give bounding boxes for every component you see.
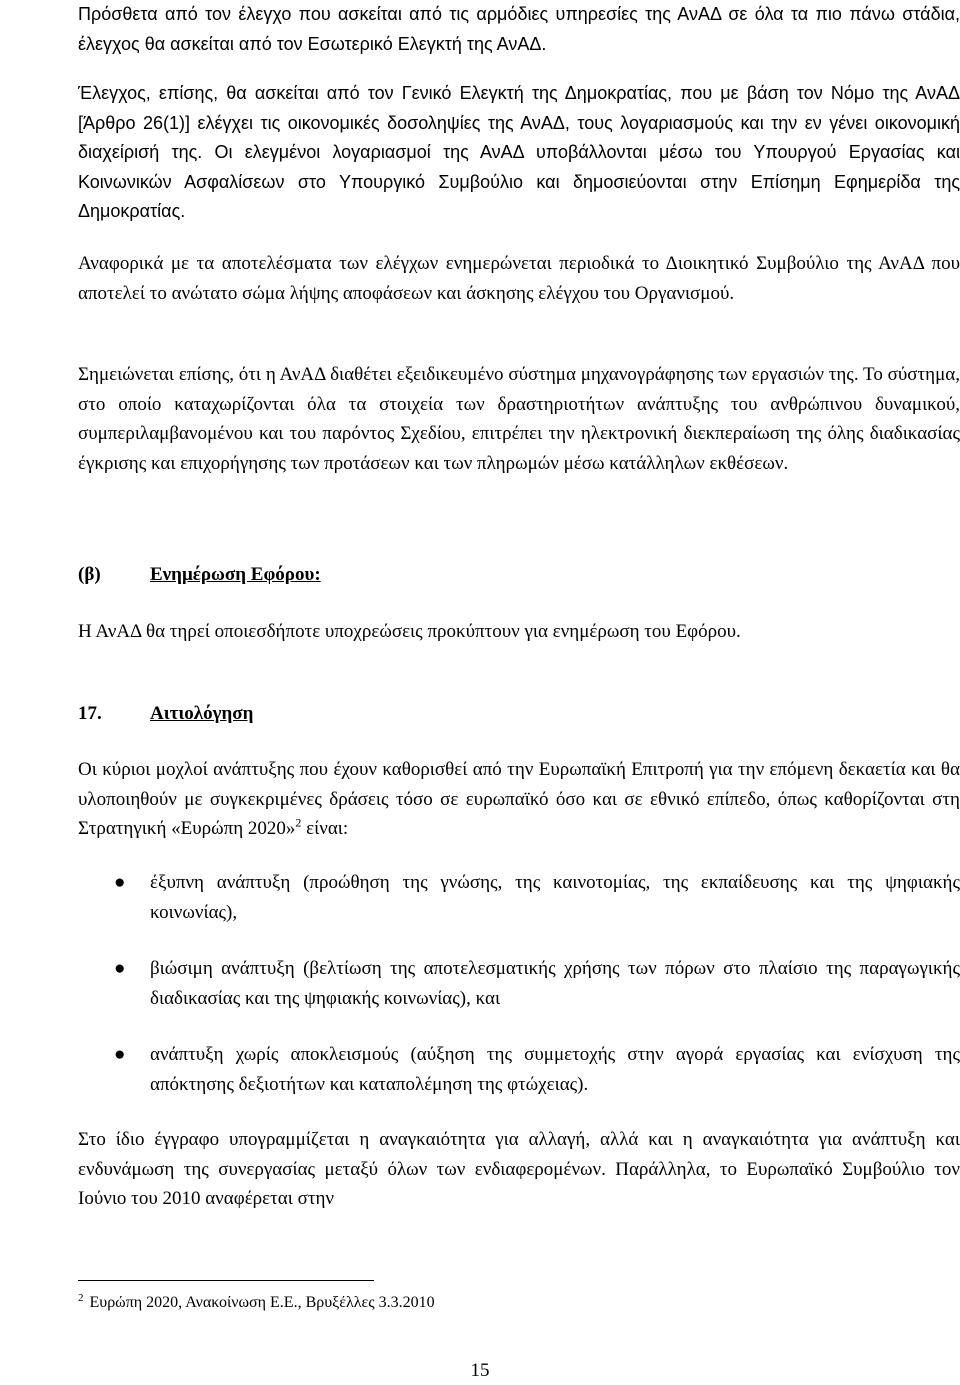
list-item	[78, 954, 960, 1013]
intro-text: Οι κύριοι μοχλοί ανάπτυξης που έχουν καθορισθεί από την Ευρωπαϊκή Επιτροπή για την επόμενη δεκαετία και θα υλοποιηθούν με συγκεκριμένες δράσεις τόσο σε ευρωπαϊκό όσο και σε εθνικό επίπεδο, όπως καθορίζονται στη Στρατηγική «Ευρώπη 2020»	[78, 759, 960, 839]
footnote	[78, 1293, 435, 1313]
intro-end: είναι:	[301, 818, 349, 839]
paragraph-auditor-general: Έλεγχος, επίσης, θα ασκείται από τον Γενικό Ελεγκτή της Δημοκρατίας, που με βάση τον Νόμο της ΑνΑΔ [Άρθρο 26(1)] ελέγχει τις οικονομικές δοσοληψίες της ΑνΑΔ, τους λογαριασμούς και την εν γένει οικονομική διαχείρισή της. Οι ελεγμένοι λογαριασμοί της ΑνΑΔ υποβάλλονται μέσω του Υπουργού Εργασίας και Κοινωνικών Ασφαλίσεων στο Υπουργικό Συμβούλιο και δημοσιεύονται στην Επίσημη Εφημερίδα της Δημοκρατίας.	[78, 83, 960, 221]
bullet-icon: ●	[114, 958, 126, 979]
page-number: 15	[470, 1360, 490, 1381]
paragraph-closing: Στο ίδιο έγγραφο υπογραμμίζεται η αναγκαιότητα για αλλαγή, αλλά και η αναγκαιότητα για ανάπτυξη και ενδυνάμωση της συνεργασίας μεταξύ όλων των ενδιαφερομένων. Παράλληλα, το Ευρωπαϊκό Συμβούλιο τον Ιούνιο του 2010 αναφέρεται στην	[78, 1129, 960, 1209]
paragraph-computer-system: Σημειώνεται επίσης, ότι η ΑνΑΔ διαθέτει εξειδικευμένο σύστημα μηχανογράφησης των εργασιών της. Το σύστημα, στο οποίο καταχωρίζονται όλα τα στοιχεία των δραστηριοτήτων ανάπτυξης του ανθρώπινου δυναμικού, συμπεριλαμβανομένου και του παρόντος Σχεδίου, επιτρέπει την ηλεκτρονική διεκπεραίωση της όλης διαδικασίας έγκρισης και επιχορήγησης των προτάσεων και των πληρωμών μέσω κατάλληλων εκθέσεων.	[78, 364, 960, 474]
bullet-icon: ●	[114, 872, 126, 893]
footnote-marker: 2	[78, 1291, 84, 1304]
section-17-title: Αιτιολόγηση	[150, 703, 254, 724]
paragraph-registrar: Η ΑνΑΔ θα τηρεί οποιεσδήποτε υποχρεώσεις προκύπτουν για ενημέρωση του Εφόρου.	[78, 621, 741, 642]
paragraph-justification-intro	[78, 755, 960, 844]
paragraph-board-informed: Αναφορικά με τα αποτελέσματα των ελέγχων ενημερώνεται περιοδικά το Διοικητικό Συμβούλιο της ΑνΑΔ που αποτελεί το ανώτατο σώμα λήψης αποφάσεων και άσκησης ελέγχου του Οργανισμού.	[78, 253, 960, 304]
paragraph-additional-audit: Πρόσθετα από τον έλεγχο που ασκείται από τις αρμόδιες υπηρεσίες της ΑνΑΔ σε όλα τα πιο πάνω στάδια, έλεγχος θα ασκείται από τον Εσωτερικό Ελεγκτή της ΑνΑΔ.	[78, 4, 960, 54]
list-item	[78, 868, 960, 927]
section-b-number: (β)	[78, 564, 101, 585]
list-item	[78, 1040, 960, 1099]
footnote-text: Ευρώπη 2020, Ανακοίνωση Ε.Ε., Βρυξέλλες 3.3.2010	[89, 1294, 435, 1311]
footnote-divider	[78, 1280, 374, 1281]
bullet-text: ανάπτυξη χωρίς αποκλεισμούς (αύξηση της συμμετοχής στην αγορά εργασίας και ενίσχυση της απόκτησης δεξιοτήτων και καταπολέμηση της φτώχειας).	[150, 1044, 960, 1095]
bullet-text: βιώσιμη ανάπτυξη (βελτίωση της αποτελεσματικής χρήσης των πόρων στο πλαίσιο της παραγωγικής διαδικασίας και της ψηφιακής κοινωνίας), και	[150, 958, 960, 1009]
bullet-text: έξυπνη ανάπτυξη (προώθηση της γνώσης, της καινοτομίας, της εκπαίδευσης και της ψηφιακής κοινωνίας),	[150, 872, 960, 923]
section-17-number: 17.	[78, 703, 102, 724]
section-b-title: Ενημέρωση Εφόρου:	[150, 564, 321, 585]
footnote-reference[interactable]: 2	[295, 815, 302, 830]
heading-section-17	[78, 699, 960, 729]
heading-section-b	[78, 560, 960, 590]
bullet-icon: ●	[114, 1044, 126, 1065]
